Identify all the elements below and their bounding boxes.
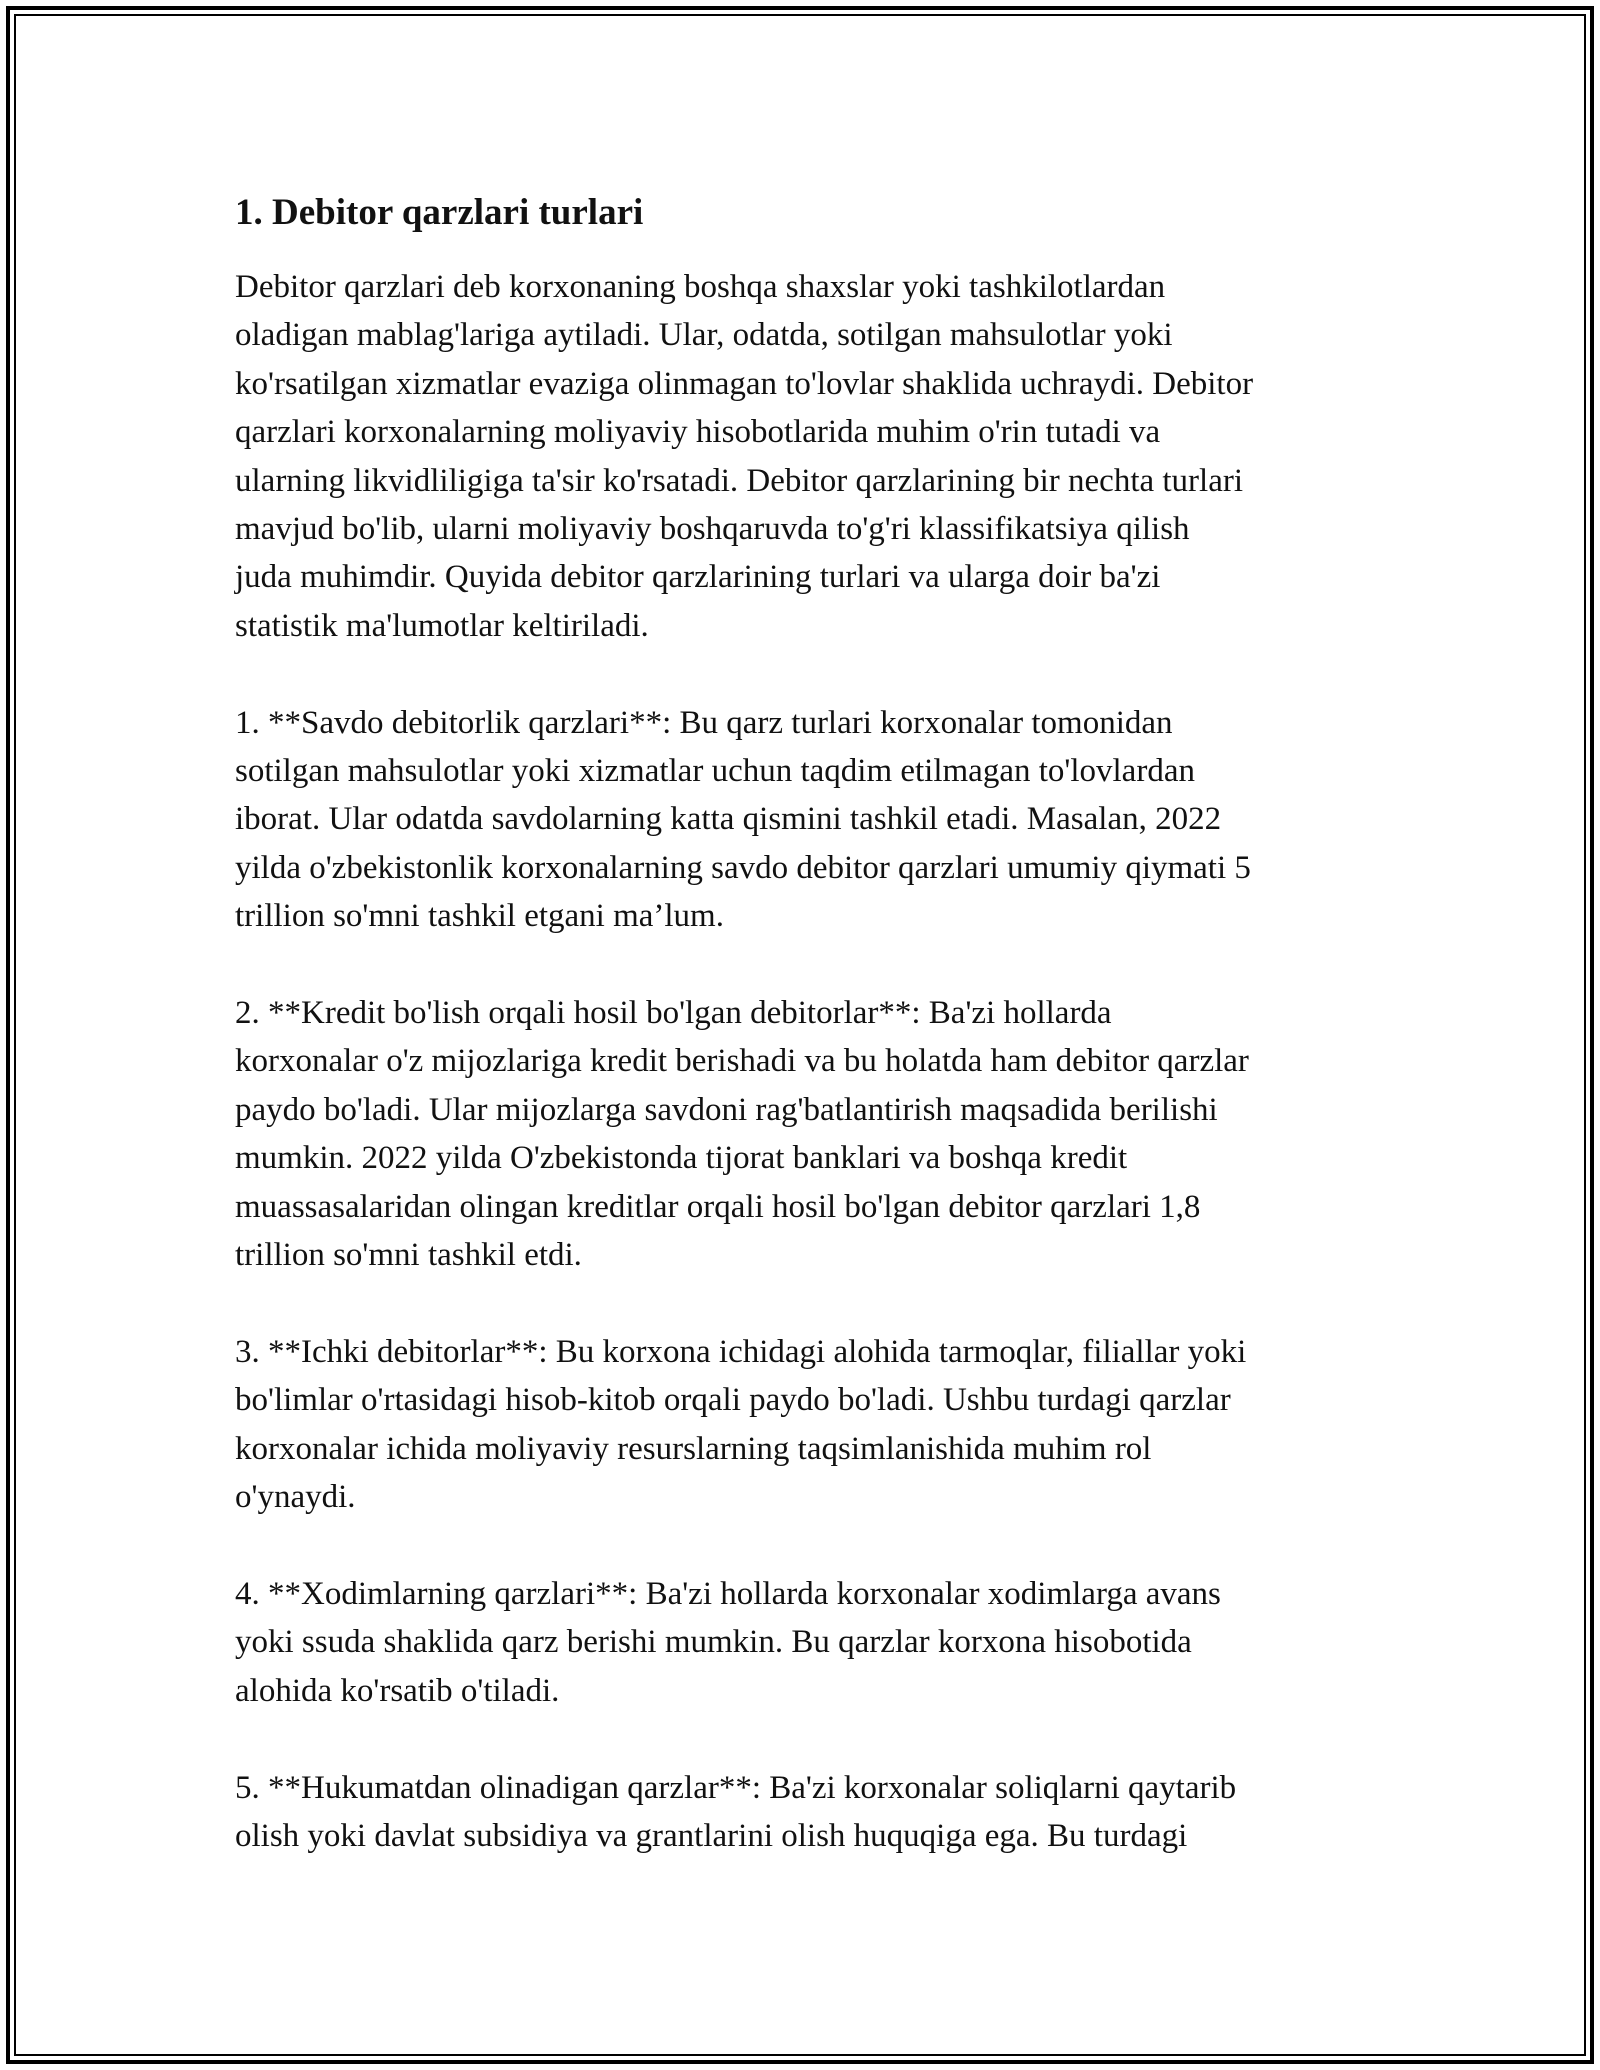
list-item-trade-receivables <box>235 699 1395 941</box>
text-line: muassasalaridan olingan kreditlar orqali hosil bo'lgan debitor qarzlari 1,8 <box>235 1188 1201 1225</box>
text-line: juda muhimdir. Quyida debitor qarzlarining turlari va ularga doir ba'zi <box>235 559 1161 596</box>
intro-paragraph <box>235 263 1395 650</box>
list-item-employee-debts <box>235 1570 1395 1715</box>
text-line: ko'rsatilgan xizmatlar evaziga olinmagan to'lovlar shaklida uchraydi. Debitor <box>235 365 1254 402</box>
text-line: trillion so'mni tashkil etgani ma’lum. <box>235 898 724 935</box>
text-line: paydo bo'ladi. Ular mijozlarga savdoni rag'batlantirish maqsadida berilishi <box>235 1091 1218 1128</box>
text-line: trillion so'mni tashkil etdi. <box>235 1237 582 1274</box>
section-heading: 1. Debitor qarzlari turlari <box>235 192 644 233</box>
text-line: iborat. Ular odatda savdolarning katta qismini tashkil etadi. Masalan, 2022 <box>235 801 1222 838</box>
text-line: qarzlari korxonalarning moliyaviy hisobotlarida muhim o'rin tutadi va <box>235 414 1161 451</box>
text-line: 4. **Xodimlarning qarzlari**: Ba'zi hollarda korxonalar xodimlarga avans <box>235 1575 1221 1612</box>
text-line: bo'limlar o'rtasidagi hisob-kitob orqali paydo bo'ladi. Ushbu turdagi qarzlar <box>235 1382 1231 1419</box>
text-line: sotilgan mahsulotlar yoki xizmatlar uchun taqdim etilmagan to'lovlardan <box>235 753 1195 790</box>
text-line: korxonalar ichida moliyaviy resurslarning taqsimlanishida muhim rol <box>235 1430 1152 1467</box>
text-line: statistik ma'lumotlar keltiriladi. <box>235 607 649 644</box>
document-body <box>235 185 1395 1909</box>
text-line: olish yoki davlat subsidiya va grantlarini olish huquqiga ega. Bu turdagi <box>235 1817 1188 1854</box>
text-line: korxonalar o'z mijozlariga kredit berishadi va bu holatda ham debitor qarzlar <box>235 1043 1249 1080</box>
text-line: yilda o'zbekistonlik korxonalarning savdo debitor qarzlari umumiy qiymati 5 <box>235 849 1251 886</box>
text-line: ularning likvidliligiga ta'sir ko'rsatadi. Debitor qarzlarining bir nechta turlari <box>235 462 1244 499</box>
text-line: o'ynaydi. <box>235 1479 356 1516</box>
text-line: 1. **Savdo debitorlik qarzlari**: Bu qarz turlari korxonalar tomonidan <box>235 704 1173 741</box>
list-item-government-receivables <box>235 1764 1395 1861</box>
text-line: mavjud bo'lib, ularni moliyaviy boshqaruvda to'g'ri klassifikatsiya qilish <box>235 511 1190 548</box>
text-line: Debitor qarzlari deb korxonaning boshqa shaxslar yoki tashkilotlardan <box>235 269 1166 305</box>
text-line: yoki ssuda shaklida qarz berishi mumkin. Bu qarzlar korxona hisobotida <box>235 1624 1192 1661</box>
list-item-credit-receivables <box>235 989 1395 1279</box>
text-line: oladigan mablag'lariga aytiladi. Ular, odatda, sotilgan mahsulotlar yoki <box>235 317 1173 354</box>
text-line: 2. **Kredit bo'lish orqali hosil bo'lgan debitorlar**: Ba'zi hollarda <box>235 995 1112 1032</box>
text-line: mumkin. 2022 yilda O'zbekistonda tijorat banklari va boshqa kredit <box>235 1140 1128 1177</box>
list-item-internal-debtors <box>235 1328 1395 1522</box>
text-line: 5. **Hukumatdan olinadigan qarzlar**: Ba'zi korxonalar soliqlarni qaytarib <box>235 1769 1237 1806</box>
text-line: alohida ko'rsatib o'tiladi. <box>235 1672 560 1709</box>
text-line: 3. **Ichki debitorlar**: Bu korxona ichidagi alohida tarmoqlar, filiallar yoki <box>235 1333 1247 1370</box>
